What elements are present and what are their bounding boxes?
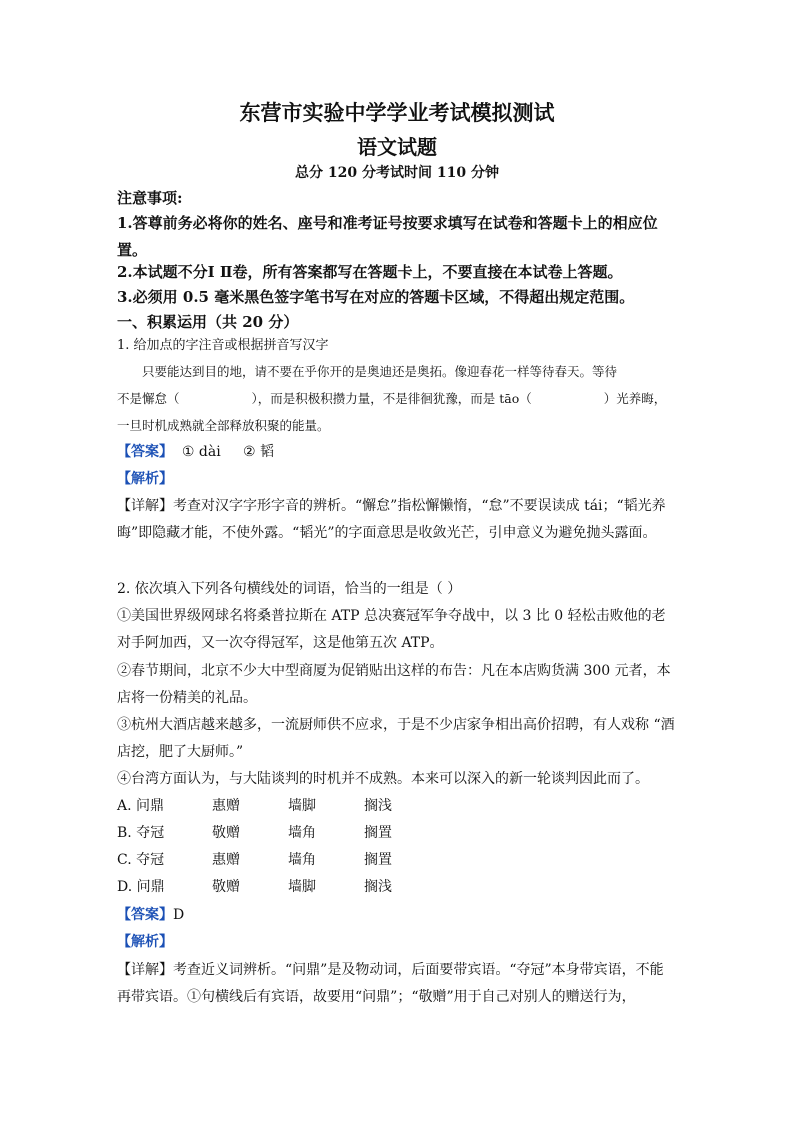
answer-text: D <box>173 907 185 923</box>
answer-label: 【答案】 <box>117 907 173 923</box>
option-cell: 惠赠 <box>212 798 240 814</box>
option-cell: 敬赠 <box>212 879 240 895</box>
q2-analysis <box>117 929 677 956</box>
option-cell: 敬赠 <box>212 825 240 841</box>
option-cell: C. 夺冠 <box>117 852 165 868</box>
q1-passage-segment: 不是懈怠（ <box>117 391 180 406</box>
q2-stem: 2. 依次填入下列各句横线处的词语，恰当的一组是（ ） <box>117 581 462 597</box>
q2-option-d <box>117 874 434 901</box>
q1-passage-segment: ），而是积极积攒力量，不是徘徊犹豫，而是 tāo（ <box>251 391 532 406</box>
q1-analysis <box>117 466 677 493</box>
section-heading: 一、积累运用（共 20 分） <box>117 313 299 331</box>
answer-text: ① dài ② 韬 <box>173 444 274 460</box>
q2-detail <box>117 957 677 1011</box>
option-cell: 搁浅 <box>364 798 392 814</box>
notes-item-1: 1.答尊前务必将你的姓名、座号和准考证号按要求填写在试卷和答题卡上的相应位置。 <box>117 214 658 259</box>
notes-item-3: 3.必须用 0.5 毫米黑色签字笔书写在对应的答题卡区域，不得超出规定范围。 <box>117 288 635 306</box>
option-cell: 墙角 <box>288 852 316 868</box>
option-cell: 墙脚 <box>288 798 316 814</box>
q2-option-c <box>117 847 434 874</box>
analysis-label: 【解析】 <box>117 934 173 950</box>
q2-sentence-4: ④台湾方面认为，与大陆谈判的时机并不成熟。本来可以深入的新一轮谈判因此而了。 <box>117 771 649 787</box>
option-cell: 墙脚 <box>288 879 316 895</box>
detail-text: 考查近义词辨析。“问鼎”是及物动词，后面要带宾语。“夺冠”本身带宾语，不能再带宾语。①句横线后有宾语，故要用“问鼎”；“敬赠”用于自己对别人的赠送行为， <box>117 962 664 1005</box>
option-cell: 惠赠 <box>212 852 240 868</box>
detail-text: 考查对汉字字形字音的辨析。“懈怠”指松懈懒惰，“怠”不要误读成 tái；“韬光养晦”即隐藏才能，不使外露。“韬光”的字面意思是收敛光芒，引申意义为避免抛头露面。 <box>117 498 666 541</box>
q1-passage-line-3: 一旦时机成熟就全部释放积聚的能量。 <box>117 418 330 433</box>
notes-item-2: 2.本试题不分Ⅰ Ⅱ卷，所有答案都写在答题卡上，不要直接在本试卷上答题。 <box>117 263 623 281</box>
detail-label: 【详解】 <box>117 962 173 978</box>
q1-passage-segment: ）光养晦， <box>603 391 667 406</box>
subject-title: 语文试题 <box>357 135 437 159</box>
q2-option-a <box>117 793 434 820</box>
q1-detail <box>117 493 677 547</box>
detail-label: 【详解】 <box>117 498 173 514</box>
q2-answer <box>117 902 677 929</box>
q1-passage-line-2 <box>117 385 677 412</box>
option-cell: 搁置 <box>364 852 392 868</box>
q2-option-b <box>117 820 434 847</box>
analysis-label: 【解析】 <box>117 471 173 487</box>
q1-answer <box>117 439 677 466</box>
q1-stem: 1. 给加点的字注音或根据拼音写汉字 <box>117 338 329 353</box>
q2-sentence-1: ①美国世界级网球名将桑普拉斯在 ATP 总决赛冠军争夺战中，以 3 比 0 轻松击败他的老对手阿加西，又一次夺得冠军，这是他第五次 ATP。 <box>117 608 666 651</box>
option-cell: A. 问鼎 <box>117 798 165 814</box>
answer-label: 【答案】 <box>117 444 173 460</box>
school-title: 东营市实验中学学业考试模拟测试 <box>239 100 555 125</box>
notes-heading: 注意事项: <box>117 189 183 207</box>
option-cell: 搁置 <box>364 825 392 841</box>
q2-sentence-2: ②春节期间，北京不少大中型商厦为促销贴出这样的布告：凡在本店购货满 300 元者，本店将一份精美的礼品。 <box>117 663 671 706</box>
q1-passage-line-1: 只要能达到目的地，请不要在乎你开的是奥迪还是奥拓。像迎春花一样等待春天。等待 <box>142 364 618 379</box>
option-cell: B. 夺冠 <box>117 825 165 841</box>
option-cell: 搁浅 <box>364 879 392 895</box>
option-cell: 墙角 <box>288 825 316 841</box>
option-cell: D. 问鼎 <box>117 879 165 895</box>
exam-meta: 总分 120 分考试时间 110 分钟 <box>295 165 499 181</box>
q2-sentence-3: ③杭州大酒店越来越多，一流厨师供不应求，于是不少店家争相出高价招聘，有人戏称 “酒店挖，肥了大厨师。” <box>117 717 675 760</box>
